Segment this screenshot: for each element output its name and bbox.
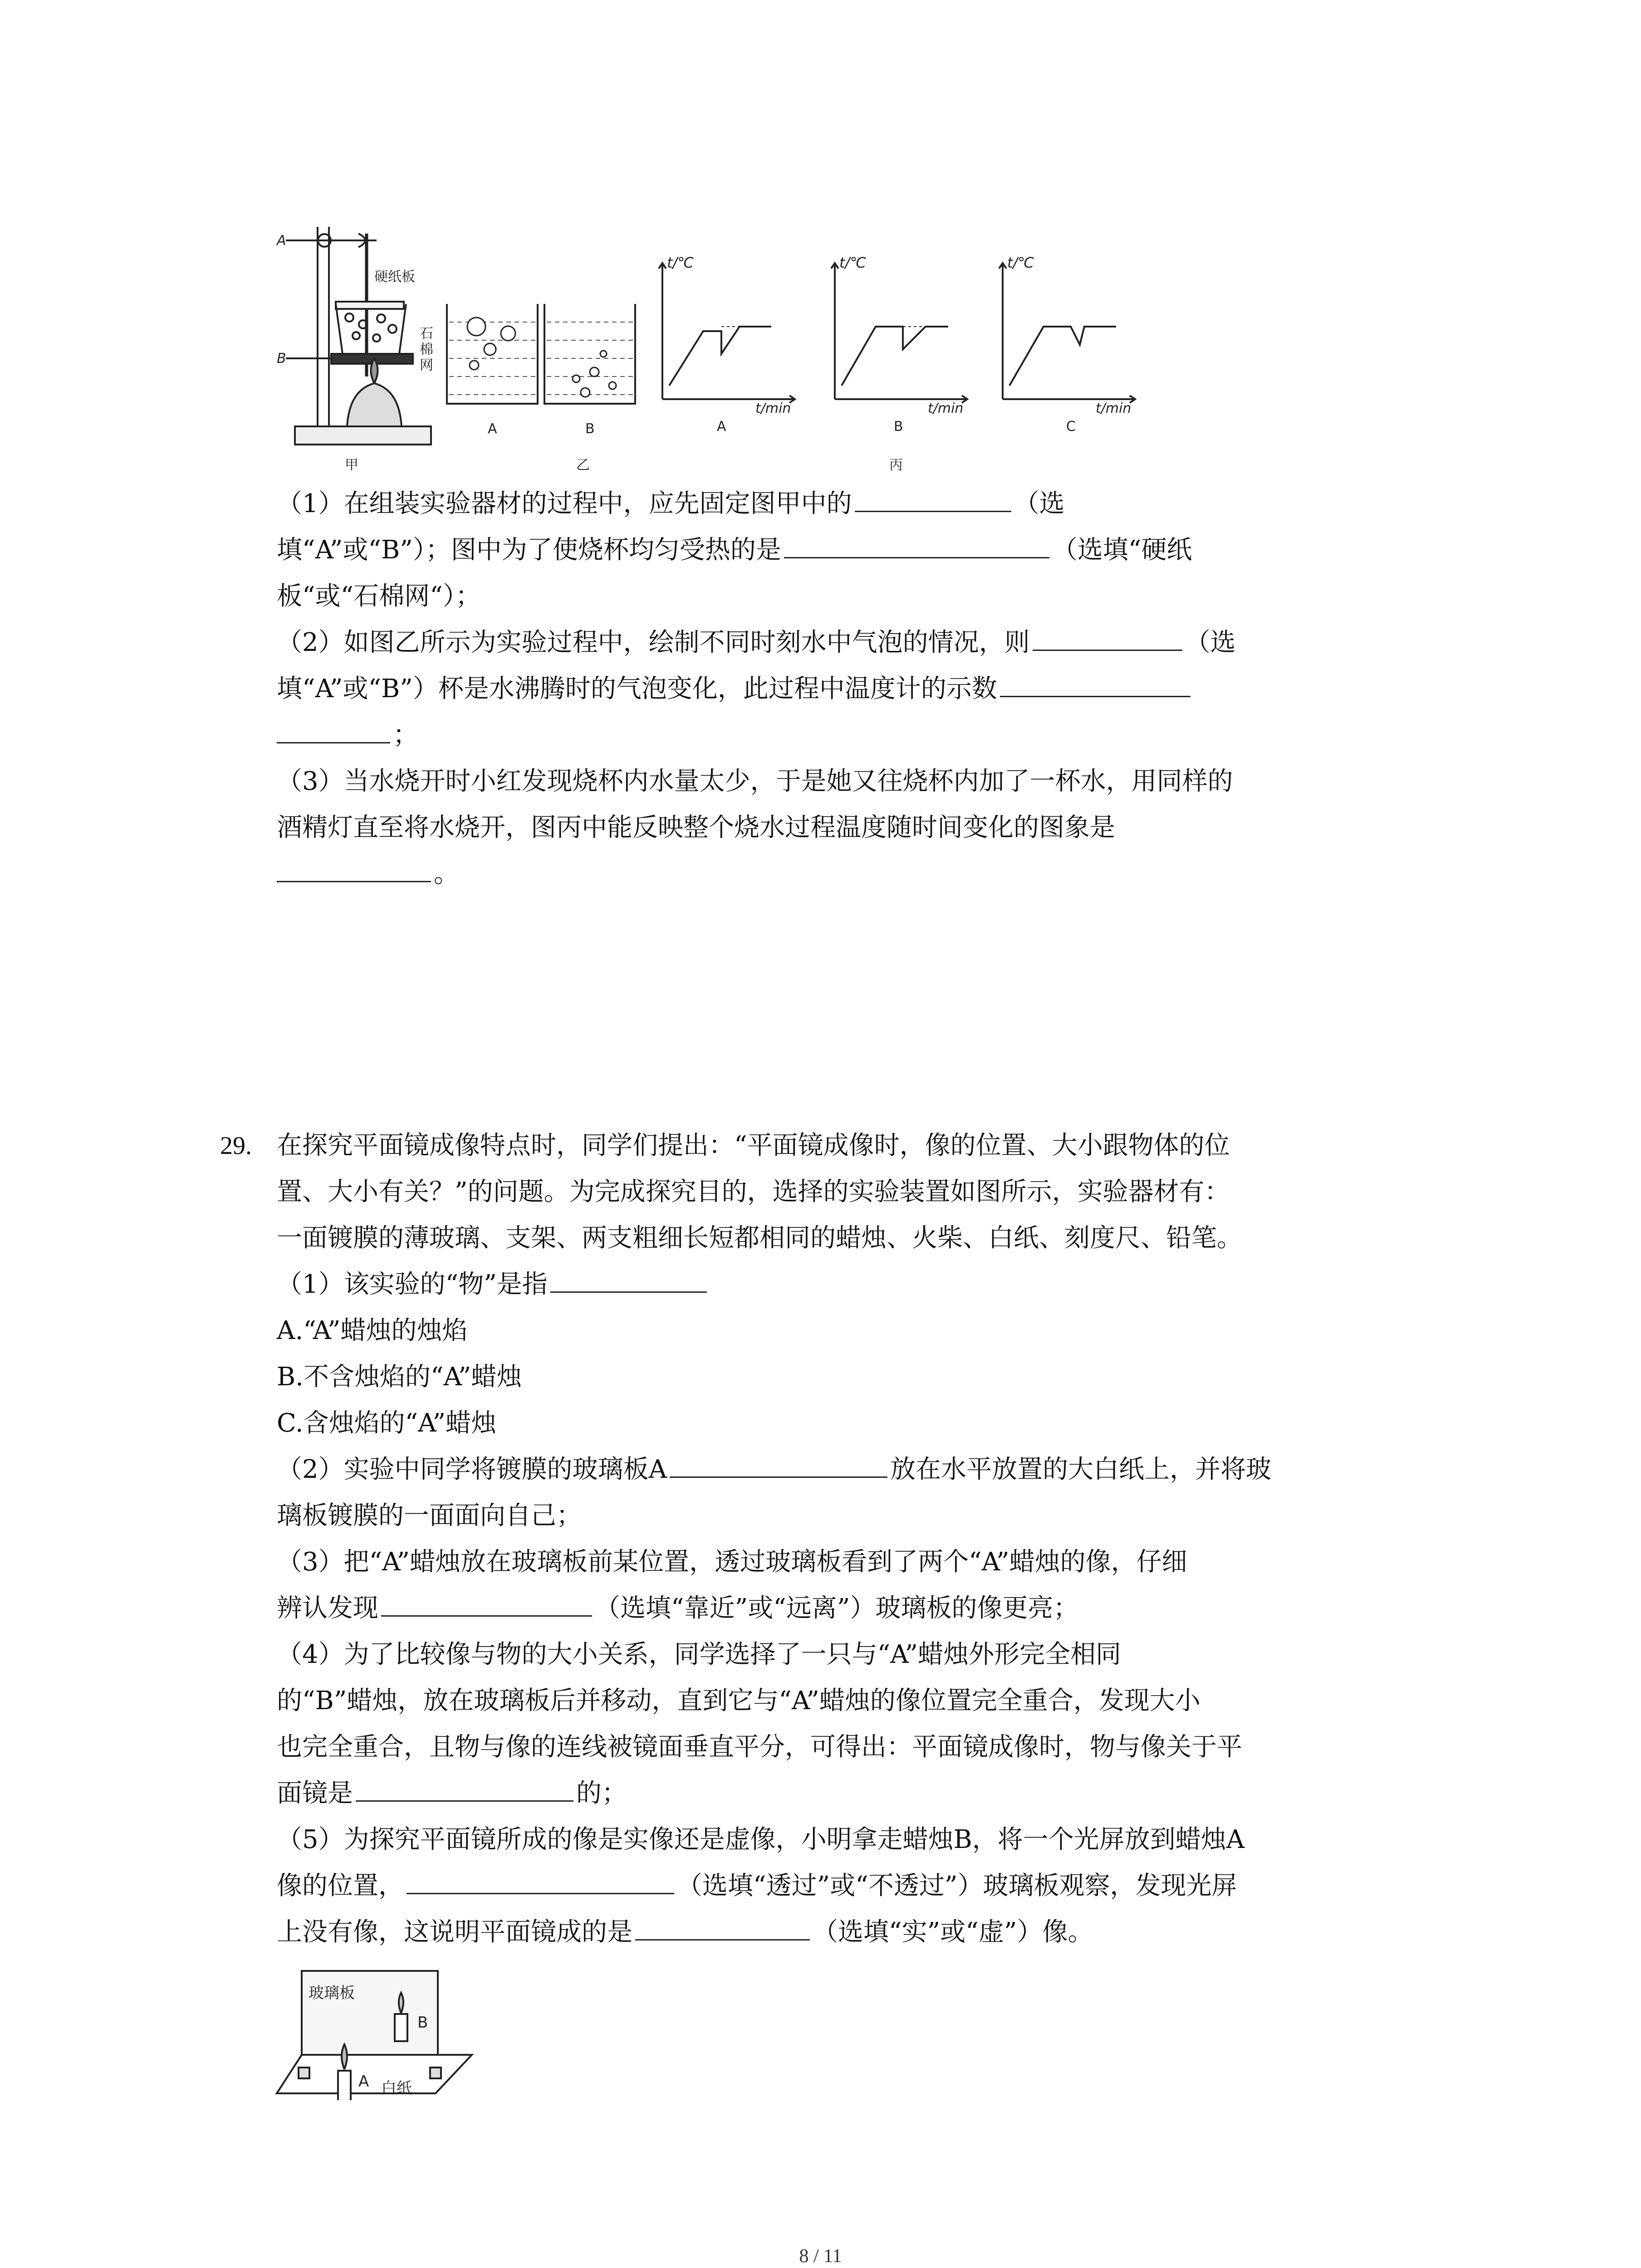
q28-p3-line3: 。	[277, 851, 1236, 897]
q29-p4-line4: 面镜是 的；	[277, 1770, 1271, 1817]
graph-xlabel-B: t/min	[928, 401, 964, 416]
answer-blank-q28-2[interactable]	[784, 532, 1049, 558]
answer-blank-q29-4[interactable]	[356, 1775, 573, 1802]
q28-p1-line2: 填“A”或“B”）；图中为了使烧杯均匀受热的是 （选填“硬纸	[277, 527, 1236, 573]
q28-p1-line1: （1）在组装实验器材的过程中，应先固定图甲中的 （选	[277, 481, 1236, 527]
graph-xlabel-C: t/min	[1096, 401, 1132, 416]
beaker-label-A: A	[488, 421, 497, 437]
label-candle-B: B	[417, 2014, 428, 2032]
q29-intro-line2: 置、大小有关？”的问题。为完成探究目的，选择的实验装置如图所示，实验器材有：	[277, 1177, 1230, 1207]
q29-p3-line1: （3）把“A”蜡烛放在玻璃板前某位置，透过玻璃板看到了两个“A”蜡烛的像，仔细	[277, 1547, 1187, 1577]
caption-bing: 丙	[889, 457, 903, 473]
page-number: 8 / 11	[799, 2246, 842, 2267]
caption-yi: 乙	[576, 457, 590, 473]
q29-intro-line1: 在探究平面镜成像特点时，同学们提出：“平面镜成像时，像的位置、大小跟物体的位	[277, 1131, 1230, 1160]
label-asbestos-3: 网	[420, 357, 433, 373]
graph-ylabel-A: t/℃	[667, 254, 694, 271]
q29-p5-line2: 像的位置， （选填“透过”或“不透过”）玻璃板观察，发现光屏	[277, 1863, 1271, 1909]
graph-label-C: C	[1066, 419, 1076, 435]
answer-blank-q29-3[interactable]	[381, 1590, 592, 1617]
answer-blank-q29-2[interactable]	[670, 1451, 887, 1478]
q29-intro-line3: 一面镀膜的薄玻璃、支架、两支粗细长短都相同的蜡烛、火柴、白纸、刻度尺、铅笔。	[277, 1223, 1242, 1253]
q29-p2-line1: （2）实验中同学将镀膜的玻璃板A 放在水平放置的大白纸上，并将玻	[277, 1447, 1271, 1493]
q28-p1-line3: 板“或“石棉网“）；	[277, 582, 481, 611]
graph-xlabel-A: t/min	[755, 401, 791, 416]
graph-label-B: B	[894, 419, 903, 435]
q29-p5-line1: （5）为探究平面镜所成的像是实像还是虚像，小明拿走蜡烛B，将一个光屏放到蜡烛A	[277, 1825, 1245, 1854]
answer-blank-q28-3[interactable]	[1033, 624, 1182, 651]
q28-p2-line3: ；	[277, 712, 1236, 758]
q28-p3-line1: （3）当水烧开时小红发现烧杯内水量太少，于是她又往烧杯内加了一杯水，用同样的	[277, 767, 1233, 796]
label-glass-plate: 玻璃板	[309, 1984, 355, 2002]
q28-p2-line1: （2）如图乙所示为实验过程中，绘制不同时刻水中气泡的情况，则 （选	[277, 620, 1236, 666]
q29-p4-line1: （4）为了比较像与物的大小关系，同学选择了一只与“A”蜡烛外形完全相同	[277, 1640, 1122, 1669]
question-number-29: 29.	[220, 1132, 252, 1160]
q29-p2-line2: 璃板镀膜的一面面向自己；	[277, 1501, 582, 1530]
q29-text	[277, 1123, 1271, 1955]
label-A: A	[277, 233, 286, 249]
figure-plane-mirror	[272, 1964, 499, 2100]
label-cardboard: 硬纸板	[374, 269, 415, 285]
graph-ylabel-C: t/℃	[1007, 254, 1034, 271]
answer-blank-q29-5[interactable]	[407, 1867, 674, 1894]
caption-jia: 甲	[345, 457, 358, 473]
answer-blank-q29-1[interactable]	[550, 1266, 707, 1293]
q29-option-c: C.含烛焰的“A”蜡烛	[277, 1408, 497, 1438]
q29-p4-line2: 的“B”蜡烛，放在玻璃板后并移动，直到它与“A”蜡烛的像位置完全重合，发现大小	[277, 1686, 1200, 1716]
label-asbestos-2: 棉	[420, 342, 433, 357]
label-asbestos-1: 石	[420, 326, 433, 342]
label-candle-A: A	[358, 2072, 369, 2091]
answer-blank-q29-6[interactable]	[635, 1914, 810, 1941]
q28-text	[277, 481, 1236, 897]
q29-p3-line2: 辨认发现 （选填“靠近”或“远离”）玻璃板的像更亮；	[277, 1585, 1271, 1632]
q29-p4-line3: 也完全重合，且物与像的连线被镜面垂直平分，可得出：平面镜成像时，物与像关于平	[277, 1732, 1242, 1762]
graph-ylabel-B: t/℃	[839, 254, 867, 271]
answer-blank-q28-5[interactable]	[277, 855, 431, 882]
label-white-paper: 白纸	[381, 2079, 412, 2097]
q29-option-a: A.“A”蜡烛的烛焰	[277, 1316, 468, 1345]
beaker-label-B: B	[585, 421, 595, 437]
q29-p5-line3: 上没有像，这说明平面镜成的是 （选填“实”或“虚”）像。	[277, 1909, 1271, 1955]
q29-p1: （1）该实验的“物”是指	[277, 1261, 1271, 1308]
q28-p3-line2: 酒精灯直至将水烧开，图丙中能反映整个烧水过程温度随时间变化的图象是	[277, 813, 1115, 842]
label-B: B	[277, 351, 286, 367]
answer-blank-q28-1[interactable]	[855, 485, 1011, 512]
q29-option-b: B.不含烛焰的“A”蜡烛	[277, 1362, 522, 1392]
figure-boiling-apparatus	[268, 213, 1175, 485]
answer-blank-q28-4b[interactable]	[277, 717, 390, 743]
q28-p2-line2: 填“A”或“B”）杯是水沸腾时的气泡变化，此过程中温度计的示数	[277, 666, 1236, 712]
answer-blank-q28-4a[interactable]	[1000, 670, 1190, 697]
graph-label-A: A	[717, 419, 726, 435]
